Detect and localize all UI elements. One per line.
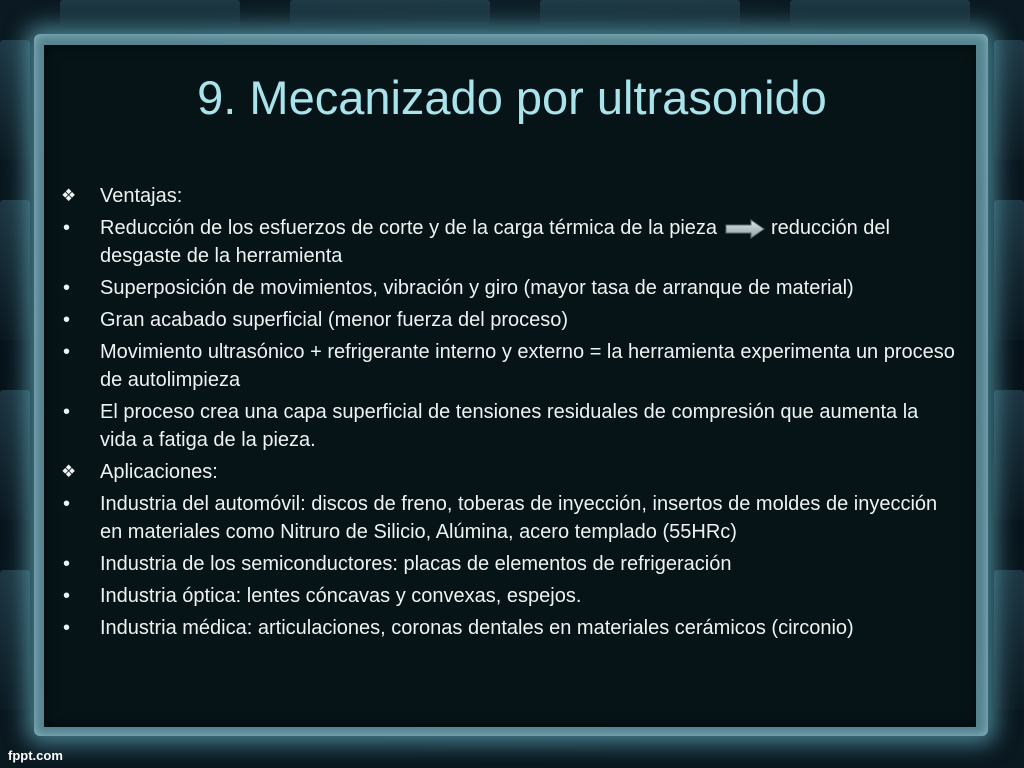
list-item [60, 274, 960, 302]
list-item-text: Industria de los semiconductores: placas de elementos de refrigeración [100, 553, 732, 575]
list-item-text-part: reducción [771, 217, 858, 239]
list-item-text-part: Reducción de los esfuerzos de corte y de la carga térmica de la pieza [100, 217, 718, 239]
section-heading-row [60, 182, 960, 210]
list-item [60, 214, 960, 270]
list-item [60, 306, 960, 334]
slide-content [60, 182, 960, 646]
slide-title: 9. Mecanizado por ultrasonido [197, 71, 827, 124]
section-heading: Ventajas: [100, 185, 183, 207]
list-item-text: El proceso crea una capa superficial de tensiones residuales de compresión que aumenta la vida a fatiga de la pieza. [100, 401, 919, 451]
round-bullet: • [63, 401, 71, 423]
round-bullet: • [63, 585, 71, 607]
list-item [60, 490, 960, 546]
background-tile [540, 0, 740, 26]
background-tile [60, 0, 240, 26]
background-tile [790, 0, 970, 26]
background-tile [0, 570, 30, 710]
list-item [60, 550, 960, 578]
round-bullet: • [63, 617, 71, 639]
background-tile [0, 390, 30, 520]
list-item [60, 582, 960, 610]
round-bullet: • [63, 493, 71, 515]
list-item [60, 614, 960, 642]
round-bullet: • [63, 277, 71, 299]
list-item-text: Gran acabado superficial (menor fuerza del proceso) [100, 309, 569, 331]
list-item-text [100, 214, 960, 270]
background-tile [994, 570, 1024, 710]
background-tile [994, 390, 1024, 520]
round-bullet: • [63, 217, 71, 239]
background-tile [994, 200, 1024, 340]
list-item [60, 398, 960, 454]
round-bullet: • [63, 341, 71, 363]
diamond-bullet-icon: ❖ [61, 186, 77, 205]
list-item-text: Industria del automóvil: discos de freno, toberas de inyección, insertos de moldes de inyección en materiales como Nitruro de Silicio, Alúmina, acero templado (55HRc) [100, 493, 938, 543]
watermark-text: fppt.com [8, 748, 63, 763]
list-item [60, 338, 960, 394]
round-bullet: • [63, 309, 71, 331]
section-heading: Aplicaciones: [100, 461, 218, 483]
diamond-bullet-icon: ❖ [61, 462, 77, 481]
right-arrow-icon [725, 219, 765, 239]
list-item-text: Industria óptica: lentes cóncavas y convexas, espejos. [100, 585, 582, 607]
list-item-text: Industria médica: articulaciones, coronas dentales en materiales cerámicos (circonio) [100, 617, 854, 639]
list-item-text: Movimiento ultrasónico + refrigerante interno y externo = la herramienta experimenta un proceso de autolimpieza [100, 341, 955, 391]
section-heading-row [60, 458, 960, 486]
list-item-text: Superposición de movimientos, vibración y giro (mayor tasa de arranque de material) [100, 277, 854, 299]
background-tile [0, 200, 30, 340]
round-bullet: • [63, 553, 71, 575]
background-tile [290, 0, 490, 26]
list-item-text-part: del desgaste de la herramienta [100, 217, 890, 267]
